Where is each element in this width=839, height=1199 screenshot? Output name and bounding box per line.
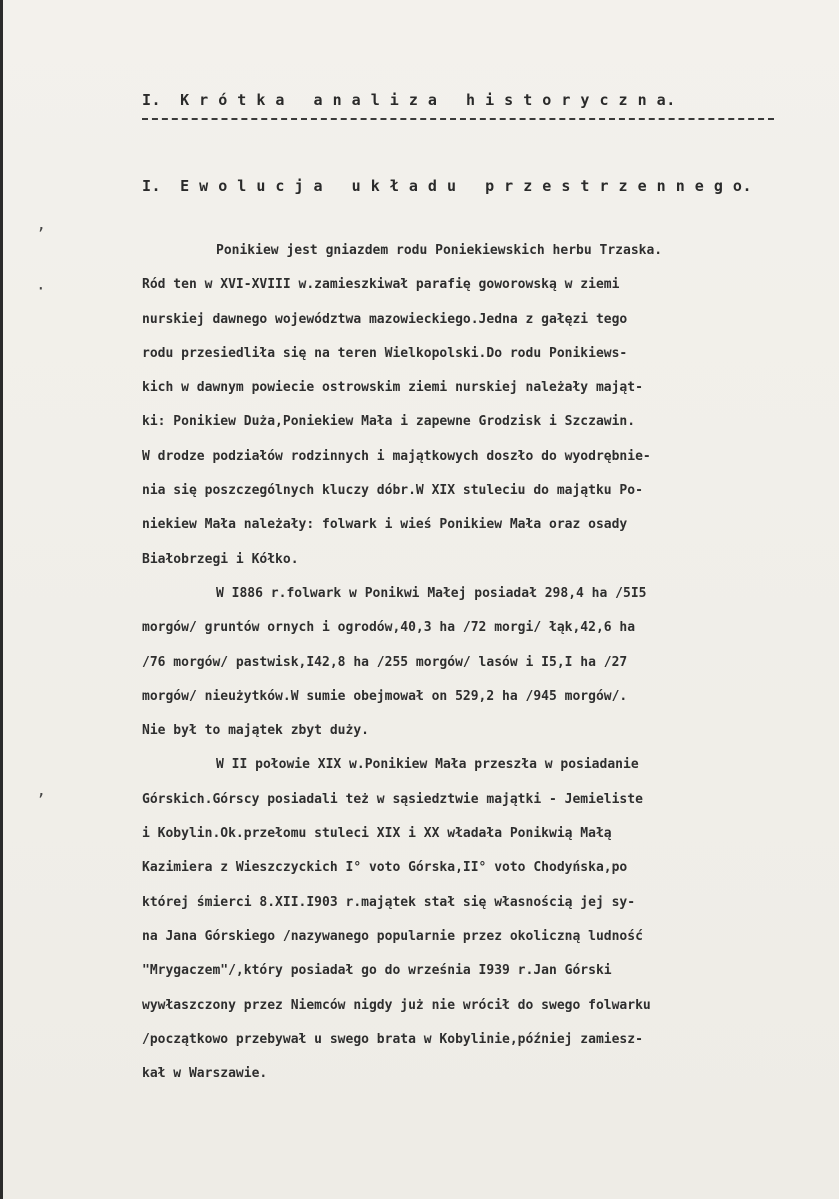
text-line: ki: Ponikiew Duża,Poniekiew Mała i zapewne Grodzisk i Szczawin.: [142, 414, 636, 430]
text-line: morgów/ gruntów ornych i ogrodów,40,3 ha /72 morgi/ łąk,42,6 ha: [142, 620, 636, 636]
speck-mark: ’: [36, 224, 46, 243]
page-edge: [0, 0, 3, 1199]
text-line: rodu przesiedliła się na teren Wielkopolski.Do rodu Ponikiews-: [142, 345, 628, 361]
text-line: W drodze podziałów rodzinnych i majątkowych doszło do wyodrębnie-: [142, 448, 651, 464]
text-line: Ród ten w XVI-XVIII w.zamieszkiwał parafię goworowską w ziemi: [142, 277, 620, 293]
text-line: nurskiej dawnego województwa mazowieckiego.Jedna z gałęzi tego: [142, 311, 628, 327]
text-line: W I886 r.folwark w Ponikwi Małej posiadał 298,4 ha /5I5: [216, 585, 647, 601]
speck-mark: ·: [36, 279, 46, 298]
text-line: morgów/ nieużytków.W sumie obejmował on 529,2 ha /945 morgów/.: [142, 688, 628, 704]
text-line: /76 morgów/ pastwisk,I42,8 ha /255 morgów/ lasów i I5,I ha /27: [142, 654, 628, 670]
text-line: na Jana Górskiego /nazywanego popularnie przez okoliczną ludność: [142, 928, 643, 944]
text-line: niekiew Mała należały: folwark i wieś Ponikiew Mała oraz osady: [142, 517, 628, 533]
text-line: "Mrygaczem"/,który posiadał go do września I939 r.Jan Górski: [142, 963, 612, 979]
heading-underline: [142, 118, 774, 120]
section-heading-1: I. K r ó t k a a n a l i z a h i s t o r y c z n a.: [142, 91, 676, 109]
body-text: [142, 234, 814, 1091]
text-line: i Kobylin.Ok.przełomu stuleci XIX i XX władała Ponikwią Małą: [142, 826, 612, 842]
text-line: wywłaszczony przez Niemców nigdy już nie wrócił do swego folwarku: [142, 997, 651, 1013]
text-line: Białobrzegi i Kółko.: [142, 551, 299, 567]
text-line: Kazimiera z Wieszczyckich I° voto Górska,II° voto Chodyńska,po: [142, 860, 628, 876]
section-heading-2: I. E w o l u c j a u k ł a d u p r z e s t r z e n n e g o.: [142, 177, 752, 195]
text-line: nia się poszczególnych kluczy dóbr.W XIX stuleciu do majątku Po-: [142, 483, 643, 499]
text-line: Górskich.Górscy posiadali też w sąsiedztwie majątki - Jemieliste: [142, 791, 643, 807]
text-line: /początkowo przebywał u swego brata w Kobylinie,później zamiesz-: [142, 1031, 643, 1047]
text-line: W II połowie XIX w.Ponikiew Mała przeszła w posiadanie: [216, 757, 639, 773]
text-line: kich w dawnym powiecie ostrowskim ziemi nurskiej należały mająt-: [142, 380, 643, 396]
text-line: kał w Warszawie.: [142, 1066, 268, 1082]
text-line: Ponikiew jest gniazdem rodu Poniekiewskich herbu Trzaska.: [216, 243, 663, 258]
speck-mark: ’: [36, 790, 46, 809]
text-line: Nie był to majątek zbyt duży.: [142, 723, 369, 739]
text-line: której śmierci 8.XII.I903 r.majątek stał się własnością jej sy-: [142, 894, 636, 910]
